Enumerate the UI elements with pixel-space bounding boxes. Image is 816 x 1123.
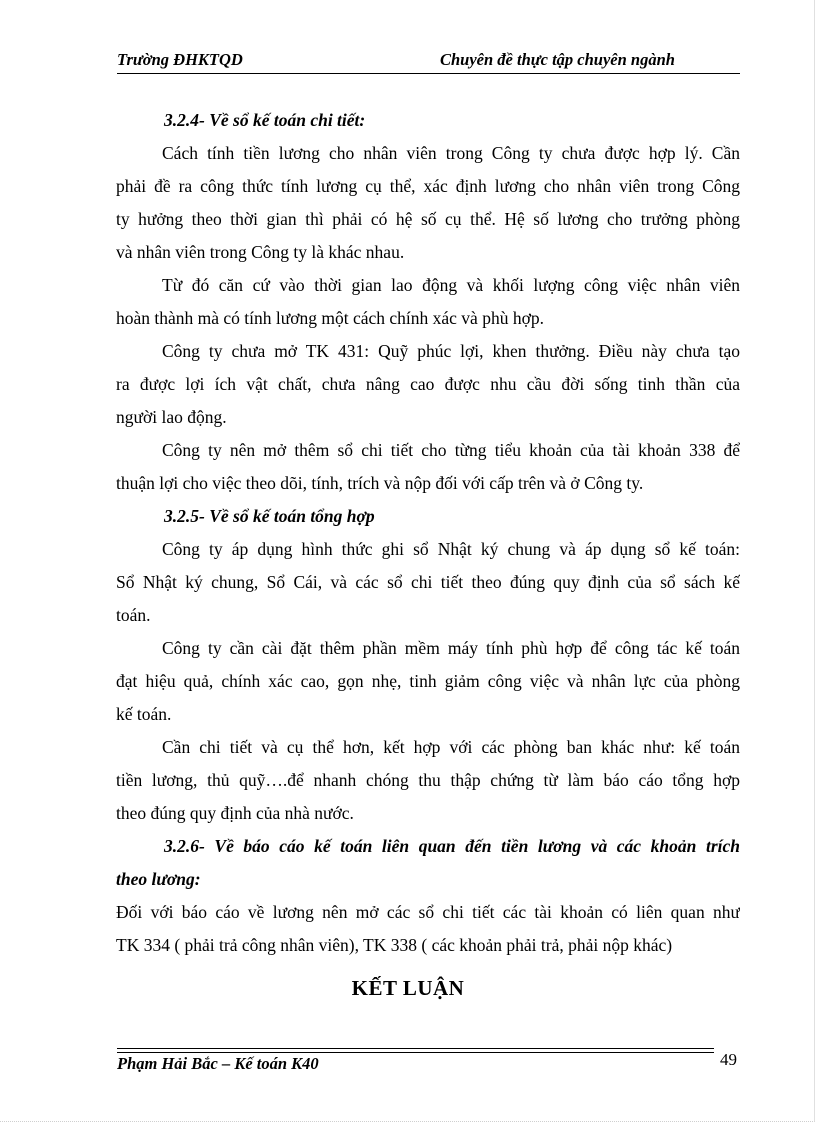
section-heading-3-2-5: 3.2.5- Về sổ kế toán tổng hợp [164, 506, 375, 526]
body-line: Cần chi tiết và cụ thể hơn, kết hợp với các phòng ban khác như: kế toán [162, 737, 740, 757]
footer-rule-top [117, 1048, 714, 1049]
section-heading-3-2-6: 3.2.6- Về báo cáo kế toán liên quan đến tiền lương và các khoản trích [164, 836, 740, 856]
body-line: và nhân viên trong Công ty là khác nhau. [116, 242, 405, 262]
section-heading-3-2-4: 3.2.4- Về sổ kế toán chi tiết: [164, 110, 366, 130]
body-line: đạt hiệu quả, chính xác cao, gọn nhẹ, tinh giảm công việc và nhân lực của phòng [116, 671, 740, 691]
body-line: thuận lợi cho việc theo dõi, tính, trích và nộp đối với cấp trên và ở Công ty. [116, 473, 644, 493]
header-school: Trường ĐHKTQD [117, 50, 243, 69]
body-line: Công ty chưa mở TK 431: Quỹ phúc lợi, khen thưởng. Điều này chưa tạo [162, 341, 740, 361]
page-number: 49 [720, 1050, 737, 1069]
section-heading-3-2-6-cont: theo lương: [116, 869, 201, 889]
body-line: Công ty cần cài đặt thêm phần mềm máy tính phù hợp để công tác kế toán [162, 638, 740, 658]
footer-author: Phạm Hải Bắc – Kế toán K40 [117, 1054, 319, 1073]
body-line: người lao động. [116, 407, 227, 427]
body-line: ty hưởng theo thời gian thì phải có hệ số cụ thể. Hệ số lương cho trưởng phòng [116, 209, 740, 229]
body-line: Cách tính tiền lương cho nhân viên trong Công ty chưa được hợp lý. Cần [162, 143, 740, 163]
body-line: kế toán. [116, 704, 172, 724]
body-line: toán. [116, 605, 151, 625]
body-line: TK 334 ( phải trả công nhân viên), TK 338 ( các khoản phải trả, phải nộp khác) [116, 935, 673, 955]
body-line: Sổ Nhật ký chung, Sổ Cái, và các sổ chi tiết theo đúng quy định của sổ sách kế [116, 572, 740, 592]
body-line: ra được lợi ích vật chất, chưa nâng cao được nhu cầu đời sống tinh thần của [116, 374, 740, 394]
page-header [117, 50, 740, 74]
body-line: tiền lương, thủ quỹ….để nhanh chóng thu thập chứng từ làm báo cáo tổng hợp [116, 770, 740, 790]
body-line: hoàn thành mà có tính lương một cách chính xác và phù hợp. [116, 308, 544, 328]
body-line: theo đúng quy định của nhà nước. [116, 803, 354, 823]
body-line: Đối với báo cáo về lương nên mở các sổ chi tiết các tài khoản có liên quan như [116, 902, 740, 922]
conclusion-title: KẾT LUẬN [351, 976, 465, 1000]
header-report-title: Chuyên đề thực tập chuyên ngành [440, 50, 675, 69]
body-line: phải đề ra công thức tính lương cụ thể, xác định lương cho nhân viên trong Công [116, 176, 740, 196]
header-rule [117, 73, 740, 74]
footer-rule-bottom [117, 1052, 714, 1053]
body-line: Từ đó căn cứ vào thời gian lao động và khối lượng công việc nhân viên [162, 275, 740, 295]
body-line: Công ty áp dụng hình thức ghi sổ Nhật ký chung và áp dụng sổ kế toán: [162, 539, 740, 559]
body-line: Công ty nên mở thêm sổ chi tiết cho từng tiểu khoản của tài khoản 338 để [162, 440, 740, 460]
